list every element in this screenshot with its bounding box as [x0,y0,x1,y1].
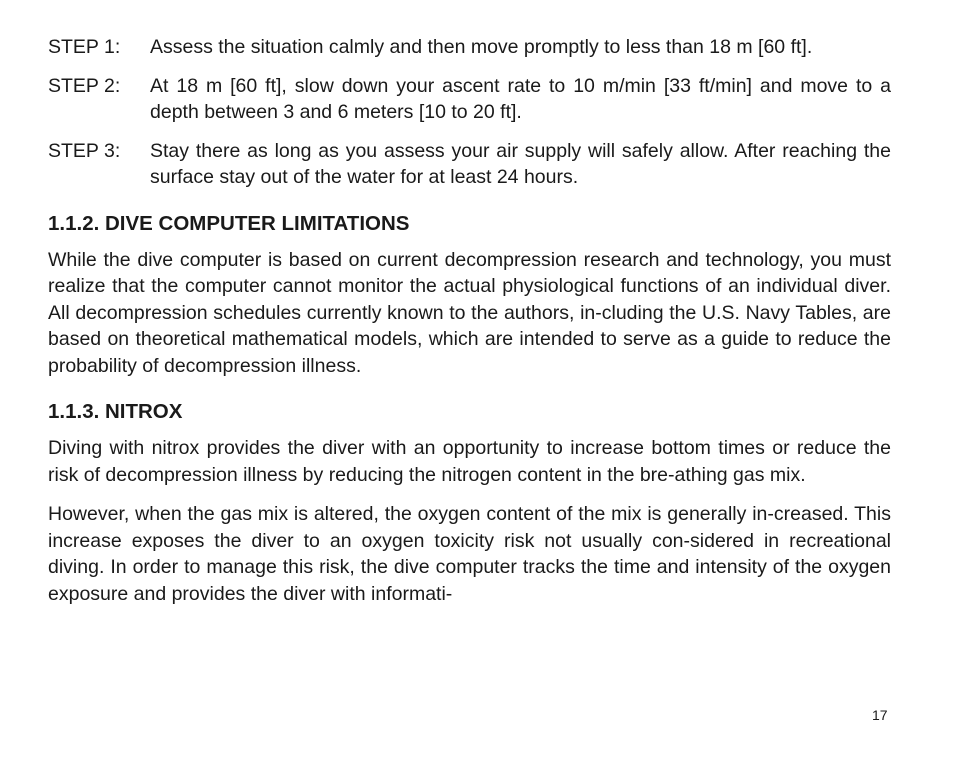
nitrox-paragraph-2: However, when the gas mix is altered, the oxygen content of the mix is generally in-creased. This increase exposes the diver to an oxygen toxicity risk not usually con-sidered in recreational diving. In order to manage this risk, the dive computer tracks the time and intensity of the oxygen exposure and provides the diver with informati- [48,503,891,605]
step-text: At 18 m [60 ft], slow down your ascent rate to 10 m/min [33 ft/min] and move to a depth between 3 and 6 meters [10 to 20 ft]. [150,74,891,123]
section-heading-limitations: 1.1.2. DIVE COMPUTER LIMITATIONS [48,211,410,235]
step-text: Assess the situation calmly and then move promptly to less than 18 m [60 ft]. [150,36,813,58]
step-label: STEP 1: [48,36,121,58]
document-page [48,34,891,620]
step-1 [48,34,891,61]
step-3 [48,138,891,191]
limitations-paragraph: While the dive computer is based on current decompression research and technology, you must realize that the computer cannot monitor the actual physiological functions of an individual diver. All decompression schedules currently known to the authors, in-cluding the U.S. Navy Tables, are based on theoretical mathematical models, which are intended to serve as a guide to reduce the probability of decompression illness. [48,248,891,377]
nitrox-paragraph-1: Diving with nitrox provides the diver with an opportunity to increase bottom times or reduce the risk of decompression illness by reducing the nitrogen content in the bre-athing gas mix. [48,437,891,486]
step-label: STEP 2: [48,74,121,97]
page-number: 17 [872,707,888,723]
step-2 [48,73,891,126]
step-text: Stay there as long as you assess your air supply will safely allow. After reaching the surface stay out of the water for at least 24 hours. [150,139,891,188]
step-label: STEP 3: [48,139,121,162]
section-heading-nitrox: 1.1.3. NITROX [48,400,183,423]
